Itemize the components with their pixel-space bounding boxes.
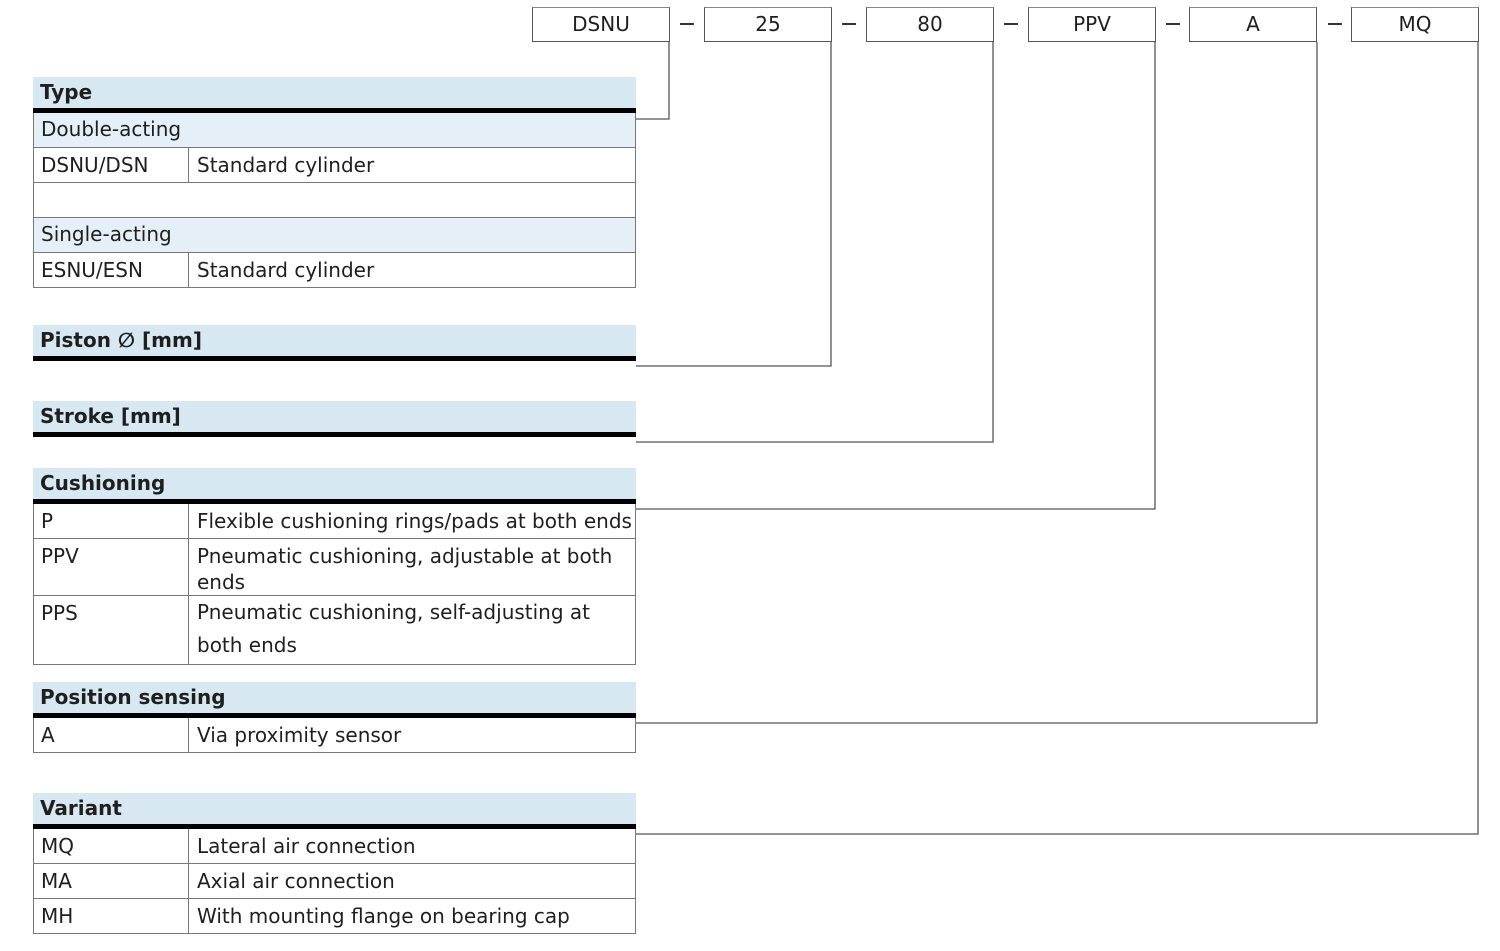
section-variant-header: Variant bbox=[33, 793, 636, 829]
connector-variant bbox=[636, 42, 1478, 834]
section-piston bbox=[33, 325, 636, 361]
section-cushioning-header: Cushioning bbox=[33, 468, 636, 504]
code-box-variant: MQ bbox=[1351, 7, 1479, 42]
table-row bbox=[33, 718, 636, 753]
table-row bbox=[33, 504, 636, 539]
code-box-stroke: 80 bbox=[866, 7, 994, 42]
separator-dash bbox=[1166, 23, 1180, 25]
row-desc: Via proximity sensor bbox=[197, 723, 402, 747]
table-row bbox=[33, 253, 636, 288]
connector-cushioning bbox=[636, 42, 1155, 509]
section-type-header: Type bbox=[33, 77, 636, 113]
code-box-position-sensing: A bbox=[1189, 7, 1317, 42]
connector-piston bbox=[636, 42, 831, 366]
row-code: PPV bbox=[34, 539, 189, 595]
connector-type bbox=[636, 42, 669, 119]
separator-dash bbox=[1328, 23, 1342, 25]
section-cushioning bbox=[33, 468, 636, 665]
table-row bbox=[33, 864, 636, 899]
separator-dash bbox=[680, 23, 694, 25]
blank-row bbox=[33, 183, 636, 218]
code-box-cushioning: PPV bbox=[1028, 7, 1156, 42]
section-stroke-header: Stroke [mm] bbox=[33, 401, 636, 437]
table-row bbox=[33, 596, 636, 665]
row-code: MH bbox=[34, 899, 189, 933]
separator-dash bbox=[842, 23, 856, 25]
row-desc: Standard cylinder bbox=[197, 258, 375, 282]
separator-dash bbox=[1004, 23, 1018, 25]
section-type bbox=[33, 77, 636, 288]
row-desc: With mounting flange on bearing cap bbox=[197, 904, 570, 928]
row-desc: Pneumatic cushioning, self-adjusting at both ends bbox=[197, 600, 591, 657]
row-code: P bbox=[34, 504, 189, 538]
section-piston-header: Piston ∅ [mm] bbox=[33, 325, 636, 361]
table-row bbox=[33, 899, 636, 934]
row-desc: Axial air connection bbox=[197, 869, 395, 893]
row-desc: Lateral air connection bbox=[197, 834, 416, 858]
connector-position-sensing bbox=[636, 42, 1317, 723]
row-code: A bbox=[34, 718, 189, 752]
section-variant bbox=[33, 793, 636, 934]
section-position-sensing-header: Position sensing bbox=[33, 682, 636, 718]
row-code: DSNU/DSN bbox=[34, 148, 189, 182]
row-desc: Flexible cushioning rings/pads at both ends bbox=[197, 509, 632, 533]
code-box-type: DSNU bbox=[532, 7, 670, 42]
row-code: MA bbox=[34, 864, 189, 898]
section-stroke bbox=[33, 401, 636, 437]
section-position-sensing bbox=[33, 682, 636, 753]
row-desc: Standard cylinder bbox=[197, 153, 375, 177]
code-box-piston: 25 bbox=[704, 7, 832, 42]
row-desc: Pneumatic cushioning, adjustable at both ends bbox=[197, 544, 613, 594]
table-row bbox=[33, 829, 636, 864]
row-code: ESNU/ESN bbox=[34, 253, 189, 287]
connector-stroke bbox=[636, 42, 993, 442]
table-row bbox=[33, 148, 636, 183]
row-code: PPS bbox=[34, 596, 189, 664]
table-row bbox=[33, 539, 636, 596]
group-double-acting: Double-acting bbox=[33, 113, 636, 148]
group-single-acting: Single-acting bbox=[33, 218, 636, 253]
row-code: MQ bbox=[34, 829, 189, 863]
